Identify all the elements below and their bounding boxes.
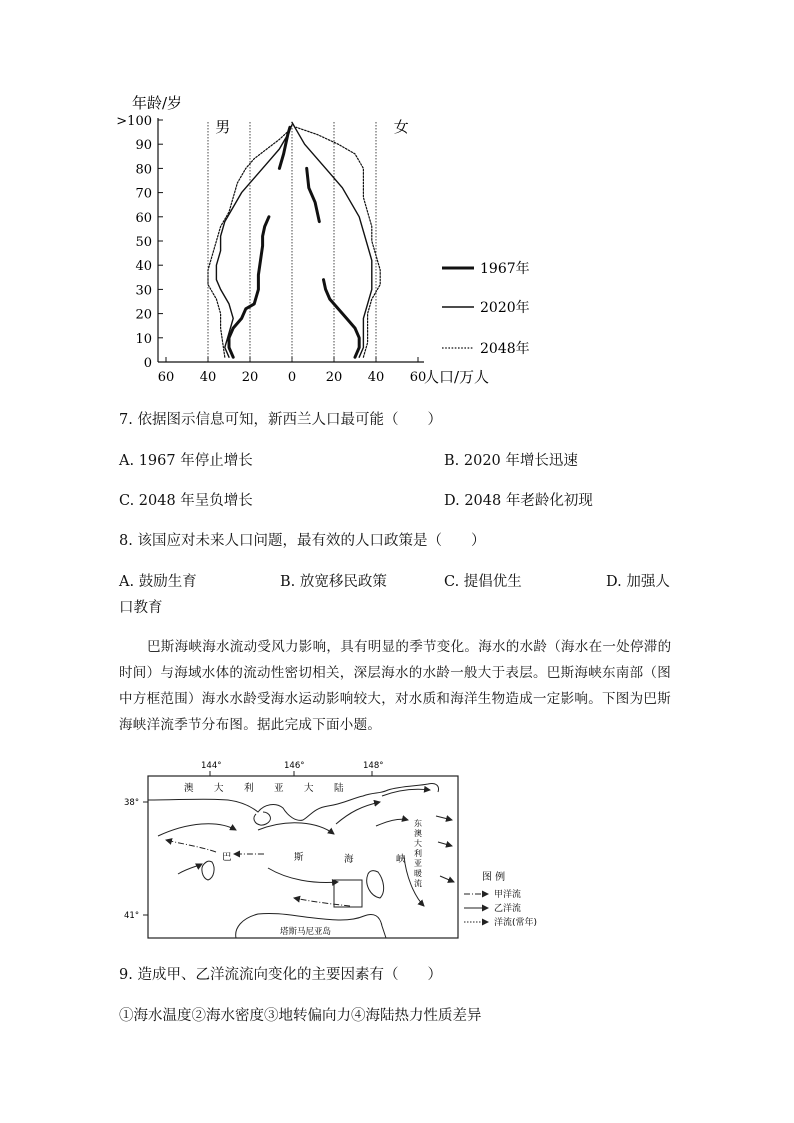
strait-char-2: 斯 <box>294 852 304 863</box>
q8-option-b: B. 放宽移民政策 <box>280 574 387 590</box>
x-tick-label: 20 <box>241 370 259 385</box>
y-tick-label: 20 <box>135 307 152 323</box>
map-legend-title: 图 例 <box>482 872 506 883</box>
y-tick-label: 60 <box>135 210 152 226</box>
male-label: 男 <box>215 118 231 137</box>
series-line-2048年-female <box>296 127 380 357</box>
passage-line-2: 时间）与海域水体的流动性密切相关，深层海水的水龄一般大于表层。巴斯海峡东南部（图 <box>119 665 671 681</box>
q7-option-c: C. 2048 年呈负增长 <box>119 493 253 509</box>
q8-option-a: A. 鼓励生育 <box>119 574 197 590</box>
y-tick-label: 80 <box>135 162 152 178</box>
east-current-char-2: 澳 <box>414 829 422 838</box>
x-axis-label: 人口/万人 <box>424 368 490 386</box>
continent-char-3: 利 <box>244 783 254 794</box>
continent-char-1: 澳 <box>184 783 194 794</box>
lon-144-label: 144° <box>201 761 222 771</box>
x-tick-label: 0 <box>287 370 297 385</box>
passage-line-1: 巴斯海峡海水流动受风力影响，具有明显的季节变化。海水的水龄（海水在一处停滞的 <box>147 639 672 655</box>
q7-option-b: B. 2020 年增长迅速 <box>444 453 578 469</box>
lon-146-label: 146° <box>284 761 305 771</box>
study-area-box <box>334 880 362 907</box>
question-7: 7. 依据图示信息可知，新西兰人口最可能（ ） <box>119 412 442 428</box>
flinders-island <box>367 871 384 898</box>
legend-label: 1967年 <box>480 261 530 277</box>
continent-char-4: 亚 <box>274 783 284 794</box>
x-tick-label: 60 <box>409 370 427 385</box>
female-label: 女 <box>393 118 409 137</box>
series-line-1967年-female <box>324 280 360 358</box>
y-tick-label: 40 <box>135 259 152 275</box>
king-island <box>202 861 214 880</box>
series-line-1967年-male <box>229 217 269 357</box>
y-tick-label: 10 <box>135 331 152 347</box>
q7-option-a: A. 1967 年停止增长 <box>119 453 253 469</box>
x-tick-label: 60 <box>157 370 175 385</box>
question-9-items: ①海水温度②海水密度③地转偏向力④海陆热力性质差异 <box>119 1008 482 1024</box>
question-9: 9. 造成甲、乙洋流流向变化的主要因素有（ ） <box>119 967 442 983</box>
population-pyramid-chart <box>100 88 560 388</box>
series-line-1967年-female-old <box>307 168 320 221</box>
x-tick-label: 40 <box>199 370 217 385</box>
legend-yi-label: 乙洋流 <box>494 904 522 914</box>
y-tick-label: 0 <box>143 356 152 371</box>
q8-option-d: D. 加强人 <box>606 574 670 590</box>
y-tick-label: 50 <box>135 235 152 250</box>
legend-jia-label: 甲洋流 <box>494 890 522 900</box>
port-phillip-coast <box>254 812 271 825</box>
q8-option-c: C. 提倡优生 <box>444 574 522 590</box>
x-tick-label: 40 <box>367 370 385 385</box>
y-tick-label: 90 <box>135 138 152 154</box>
legend-label: 2048年 <box>480 341 530 357</box>
east-current-char-7: 流 <box>414 879 422 888</box>
continent-char-2: 大 <box>214 783 224 794</box>
q8-option-d-wrap: 口教育 <box>119 600 163 616</box>
tasmania-label: 塔斯马尼亚岛 <box>280 927 332 937</box>
lat-38-label: 38° <box>124 798 140 808</box>
passage-line-4: 海峡洋流季节分布图。据此完成下面小题。 <box>119 717 382 733</box>
strait-char-1: 巴 <box>222 852 232 863</box>
legend-label: 2020年 <box>480 300 530 316</box>
east-current-char-5: 亚 <box>414 859 422 868</box>
strait-char-3: 海 <box>344 854 354 865</box>
y-axis-label: 年龄/岁 <box>132 94 183 112</box>
lat-41-label: 41° <box>124 911 140 921</box>
strait-char-4: 峡 <box>396 854 406 865</box>
y-tick-label: 30 <box>135 283 152 299</box>
east-current-char-6: 暖 <box>414 869 422 878</box>
legend-perennial-label: 洋流(常年) <box>494 918 538 928</box>
east-current-char-3: 大 <box>414 839 422 848</box>
bass-strait-map <box>118 756 578 946</box>
east-current-char-4: 利 <box>414 849 422 858</box>
continent-char-5: 大 <box>304 783 314 794</box>
series-line-2020年-female <box>292 122 372 357</box>
current-jia-arrows <box>166 840 350 906</box>
y-tick-label: >100 <box>116 114 152 129</box>
east-current-char-1: 东 <box>414 819 422 828</box>
question-8: 8. 该国应对未来人口问题，最有效的人口政策是（ ） <box>119 533 486 549</box>
y-tick-label: 70 <box>135 186 152 202</box>
passage-line-3: 中方框范围）海水水龄受海水运动影响较大，对水质和海洋生物造成一定影响。下图为巴斯 <box>119 691 671 707</box>
q7-option-d: D. 2048 年老龄化初现 <box>444 493 593 509</box>
continent-char-6: 陆 <box>334 783 344 794</box>
x-tick-label: 20 <box>325 370 343 385</box>
lon-148-label: 148° <box>363 761 384 771</box>
